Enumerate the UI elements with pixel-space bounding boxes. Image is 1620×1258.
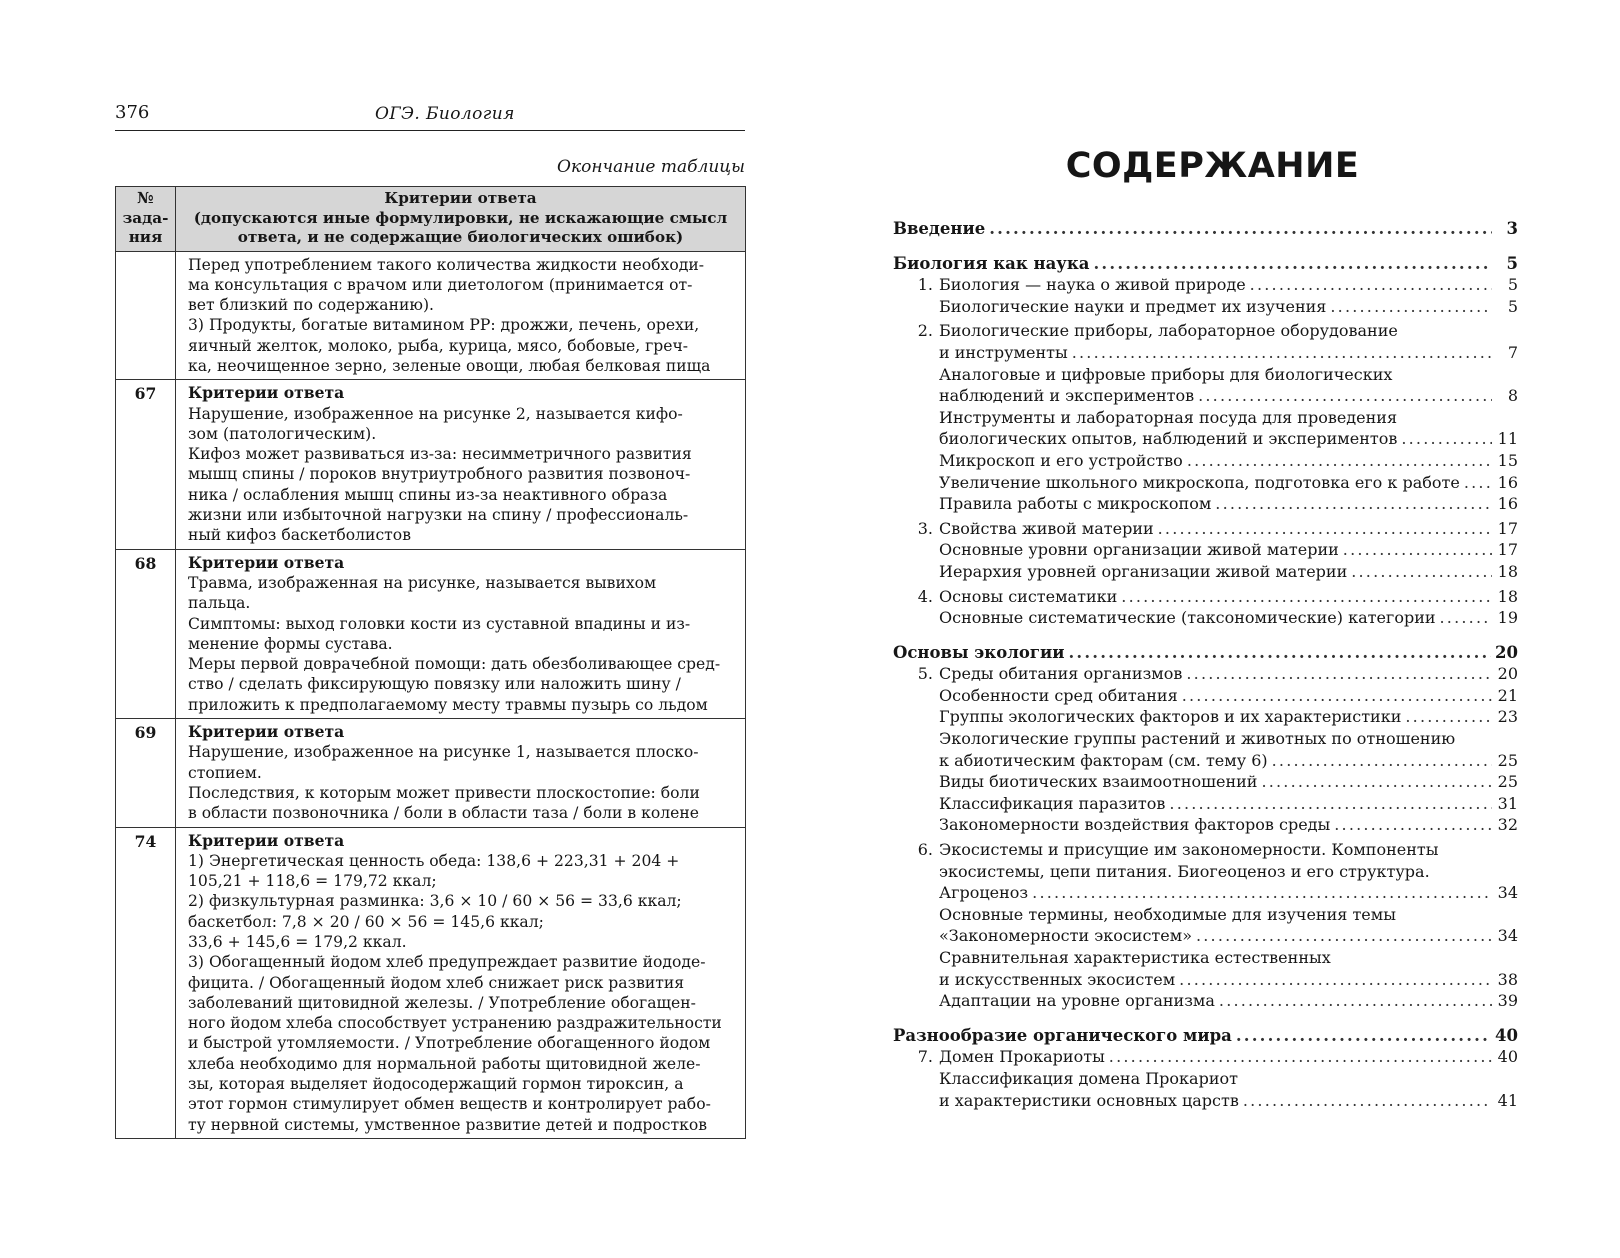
toc-entry-label: к абиотическим факторам (см. тему 6) — [939, 750, 1268, 770]
toc-entry — [893, 1068, 1518, 1090]
toc-page-number: 25 — [1497, 750, 1518, 770]
toc-leader-dots — [1334, 814, 1492, 836]
toc-leader-dots — [1072, 342, 1492, 364]
toc-page-number: 39 — [1497, 991, 1518, 1011]
toc-leader-dots — [1182, 685, 1492, 707]
toc-entry-label: Особенности сред обитания — [939, 685, 1178, 705]
toc-page-number: 38 — [1497, 969, 1518, 989]
toc-page-number: 34 — [1497, 926, 1518, 946]
criteria-line: мышц спины / пороков внутриутробного развития позвоноч- — [188, 465, 691, 484]
task-number — [116, 251, 176, 380]
toc-section-heading — [893, 1025, 1518, 1047]
toc-entry — [893, 450, 1518, 472]
toc-entry-label: Микроскоп и его устройство — [939, 450, 1183, 470]
criteria-title: Критерии ответа — [188, 383, 345, 403]
toc-leader-dots — [1351, 561, 1492, 583]
toc-entry — [893, 706, 1518, 728]
table-row — [116, 251, 746, 380]
table-row — [116, 719, 746, 827]
toc-page-number: 25 — [1497, 772, 1518, 792]
criteria-line: и быстрой утомляемости. / Употребление обогащенного йодом — [188, 1034, 711, 1053]
toc-entry — [893, 814, 1518, 836]
toc-leader-dots — [1187, 450, 1492, 472]
toc-entry — [893, 750, 1518, 772]
toc-page-number: 3 — [1506, 219, 1518, 238]
criteria-cell — [176, 549, 746, 718]
task-number: 68 — [116, 549, 176, 718]
toc-entry-label: и характеристики основных царств — [939, 1090, 1239, 1110]
criteria-line: ство / сделать фиксирующую повязку или наложить шину / — [188, 675, 681, 694]
toc-page-number: 8 — [1507, 386, 1518, 406]
toc-entry-label: Введение — [893, 219, 986, 238]
toc-entry — [893, 969, 1518, 991]
header-line: (допускаются иные формулировки, не искажающие смысл — [193, 208, 728, 227]
toc-entry-number: 7. — [917, 1047, 933, 1067]
toc-entry — [893, 1046, 1518, 1068]
criteria-line: Меры первой доврачебной помощи: дать обезболивающее сред- — [188, 655, 721, 674]
criteria-cell — [176, 251, 746, 380]
toc-entry — [893, 518, 1518, 540]
toc-entry-label: Основы систематики — [939, 586, 1118, 606]
toc-entry — [893, 539, 1518, 561]
toc-entry-label: Инструменты и лабораторная посуда для проведения — [939, 407, 1398, 427]
criteria-cell — [176, 380, 746, 549]
toc-entry — [893, 663, 1518, 685]
toc-entry — [893, 771, 1518, 793]
header-task-number — [116, 187, 176, 252]
criteria-line: 3) Обогащенный йодом хлеб предупреждает развитие йододе- — [188, 953, 706, 972]
toc-section-heading — [893, 218, 1518, 240]
toc-page-number: 18 — [1497, 561, 1518, 581]
toc-entry — [893, 320, 1518, 342]
criteria-line: ма консультация с врачом или диетологом (принимается от- — [188, 275, 693, 294]
toc-entry — [893, 728, 1518, 750]
toc-page-number: 16 — [1497, 472, 1518, 492]
page-number: 376 — [115, 102, 150, 123]
toc-leader-dots — [1169, 793, 1492, 815]
toc-entry — [893, 793, 1518, 815]
criteria-line: баскетбол: 7,8 × 20 / 60 × 56 = 145,6 ккал; — [188, 912, 544, 931]
toc-leader-dots — [1272, 750, 1492, 772]
toc-page-number: 16 — [1497, 494, 1518, 514]
toc-entry-number: 3. — [917, 518, 933, 538]
table-row — [116, 549, 746, 718]
toc-entry — [893, 296, 1518, 318]
header-line: № — [137, 189, 154, 207]
toc-entry — [893, 342, 1518, 364]
criteria-line: заболеваний щитовидной железы. / Употребление обогащен- — [188, 993, 696, 1012]
toc-leader-dots — [1186, 663, 1492, 685]
toc-leader-dots — [1250, 274, 1492, 296]
toc-leader-dots — [1215, 493, 1492, 515]
toc-entry — [893, 1090, 1518, 1112]
criteria-line: 1) Энергетическая ценность обеда: 138,6 + 223,31 + 204 + — [188, 851, 680, 870]
criteria-line: жизни или избыточной нагрузки на спину / профессиональ- — [188, 506, 689, 525]
toc-page-number: 41 — [1497, 1090, 1518, 1110]
toc-entry — [893, 385, 1518, 407]
toc-leader-dots — [1121, 586, 1492, 608]
criteria-line: ту нервной системы, умственное развитие детей и подростков — [188, 1115, 708, 1134]
toc-leader-dots — [1158, 518, 1492, 540]
toc-entry-label: Биология как наука — [893, 253, 1090, 273]
toc-entry-label: Биология — наука о живой природе — [939, 275, 1246, 295]
toc-page-number: 21 — [1497, 685, 1518, 705]
criteria-line: зом (патологическим). — [188, 424, 377, 443]
toc-page-number: 11 — [1497, 429, 1518, 449]
criteria-line: вет близкий по содержанию). — [188, 296, 434, 315]
criteria-line: Последствия, к которым может привести плоскостопие: боли — [188, 783, 700, 802]
toc-entry-label: Экосистемы и присущие им закономерности. Компоненты — [939, 840, 1439, 860]
toc-entry-label: Правила работы с микроскопом — [939, 494, 1212, 514]
toc-entry — [893, 407, 1518, 429]
criteria-line: Кифоз может развиваться из-за: несимметричного развития — [188, 445, 692, 464]
table-header-row — [116, 187, 746, 252]
toc-entry — [893, 428, 1518, 450]
toc-page-number: 5 — [1507, 275, 1518, 295]
toc-section-heading — [893, 253, 1518, 275]
criteria-line: приложить к предполагаемому месту травмы пузырь со льдом — [188, 695, 708, 714]
answers-table-body — [116, 251, 746, 1138]
toc-page-number: 15 — [1497, 450, 1518, 470]
header-line: Критерии ответа — [384, 189, 537, 207]
criteria-line: ника / ослабления мышц спины из-за неактивного образа — [188, 485, 668, 504]
toc-leader-dots — [1219, 990, 1492, 1012]
criteria-title: Критерии ответа — [188, 552, 345, 572]
criteria-line: хлеба необходимо для нормальной работы щитовидной желе- — [188, 1054, 701, 1073]
toc-entry-number: 2. — [917, 321, 933, 341]
toc-entry-label: и инструменты — [939, 342, 1068, 362]
toc-entry-label: Среды обитания организмов — [939, 664, 1183, 684]
toc-page-number: 32 — [1497, 815, 1518, 835]
toc-entry-label: Основные термины, необходимые для изучения темы — [939, 904, 1396, 924]
toc-entry-label: наблюдений и экспериментов — [939, 386, 1195, 406]
toc-leader-dots — [989, 218, 1492, 240]
left-page — [115, 100, 745, 1139]
toc-entry-label: и искусственных экосистем — [939, 969, 1176, 989]
toc-page-number: 23 — [1497, 707, 1518, 727]
toc-entry — [893, 472, 1518, 494]
toc-entry-label: Адаптации на уровне организма — [939, 991, 1215, 1011]
criteria-line: зы, которая выделяет йодосодержащий гормон тироксин, а — [188, 1075, 684, 1094]
toc-leader-dots — [1464, 472, 1492, 494]
toc-entry-label: экосистемы, цепи питания. Биогеоценоз и его структура. — [939, 861, 1430, 881]
task-number: 67 — [116, 380, 176, 549]
toc-entry-number: 1. — [917, 275, 933, 295]
toc-entry-label: Увеличение школьного микроскопа, подготовка его к работе — [939, 472, 1460, 492]
toc-entry — [893, 861, 1518, 883]
table-caption: Окончание таблицы — [557, 157, 745, 177]
criteria-cell — [176, 719, 746, 827]
criteria-line: Перед употреблением такого количества жидкости необходи- — [188, 255, 704, 274]
criteria-line: 2) физкультурная разминка: 3,6 × 10 / 60 × 56 = 33,6 ккал; — [188, 892, 682, 911]
table-of-contents — [893, 218, 1518, 1111]
toc-section-heading — [893, 642, 1518, 664]
toc-page-number: 5 — [1507, 296, 1518, 316]
toc-entry-label: Группы экологических факторов и их характеристики — [939, 707, 1402, 727]
criteria-line: ный кифоз баскетболистов — [188, 526, 411, 545]
toc-page-number: 19 — [1497, 608, 1518, 628]
criteria-line: 105,21 + 118,6 = 179,72 ккал; — [188, 872, 437, 891]
toc-leader-dots — [1401, 428, 1492, 450]
toc-leader-dots — [1243, 1090, 1492, 1112]
toc-page-number: 40 — [1495, 1025, 1518, 1045]
task-number: 74 — [116, 827, 176, 1138]
toc-entry-label: Разнообразие органического мира — [893, 1025, 1232, 1045]
toc-title: СОДЕРЖАНИЕ — [1065, 146, 1360, 186]
toc-entry-label: Биологические науки и предмет их изучения — [939, 296, 1327, 316]
criteria-cell — [176, 827, 746, 1138]
criteria-title: Критерии ответа — [188, 830, 345, 850]
table-row — [116, 380, 746, 549]
criteria-line: фицита. / Обогащенный йодом хлеб снижает риск развития — [188, 973, 685, 992]
toc-page-number: 17 — [1497, 518, 1518, 538]
toc-page-number: 7 — [1507, 342, 1518, 362]
toc-page-number: 17 — [1497, 540, 1518, 560]
toc-leader-dots — [1330, 296, 1492, 318]
toc-leader-dots — [1261, 771, 1492, 793]
toc-page-number: 40 — [1497, 1047, 1518, 1067]
criteria-line: этот гормон стимулирует обмен веществ и контролирует рабо- — [188, 1095, 711, 1114]
running-title: ОГЭ. Биология — [375, 104, 515, 124]
toc-entry — [893, 274, 1518, 296]
toc-entry — [893, 364, 1518, 386]
toc-entry-label: Аналоговые и цифровые приборы для биологических — [939, 364, 1393, 384]
toc-entry-number: 6. — [917, 840, 933, 860]
toc-page-number: 20 — [1495, 642, 1518, 662]
criteria-line: Травма, изображенная на рисунке, называется вывихом — [188, 573, 657, 592]
toc-entry-label: Основные уровни организации живой материи — [939, 540, 1339, 560]
toc-entry-label: Классификация паразитов — [939, 793, 1166, 813]
toc-leader-dots — [1236, 1025, 1491, 1047]
toc-leader-dots — [1405, 706, 1492, 728]
criteria-line: ка, неочищенное зерно, зеленые овощи, любая белковая пища — [188, 356, 711, 375]
toc-entry — [893, 904, 1518, 926]
toc-leader-dots — [1093, 253, 1492, 275]
running-head — [115, 100, 745, 131]
toc-leader-dots — [1440, 607, 1492, 629]
toc-page-number: 5 — [1506, 253, 1518, 273]
criteria-line: яичный желток, молоко, рыба, курица, мясо, бобовые, греч- — [188, 336, 689, 355]
toc-leader-dots — [1179, 969, 1492, 991]
toc-entry — [893, 882, 1518, 904]
toc-entry-label: Основные систематические (таксономические) категории — [939, 608, 1436, 628]
toc-entry-number: 4. — [917, 586, 933, 606]
toc-entry-label: «Закономерности экосистем» — [939, 926, 1192, 946]
criteria-line: в области позвоночника / боли в области таза / боли в колене — [188, 804, 699, 823]
header-criteria — [176, 187, 746, 252]
criteria-line: Нарушение, изображенное на рисунке 2, называется кифо- — [188, 404, 683, 423]
toc-entry — [893, 607, 1518, 629]
criteria-line: менение формы сустава. — [188, 634, 393, 653]
toc-entry-label: Домен Прокариоты — [939, 1047, 1105, 1067]
toc-leader-dots — [1198, 385, 1492, 407]
toc-page-number: 31 — [1497, 793, 1518, 813]
right-page — [893, 146, 1518, 1111]
toc-entry-number: 5. — [917, 664, 933, 684]
toc-entry — [893, 493, 1518, 515]
toc-entry — [893, 685, 1518, 707]
criteria-line: 3) Продукты, богатые витамином РР: дрожжи, печень, орехи, — [188, 316, 700, 335]
toc-entry — [893, 925, 1518, 947]
toc-entry-label: Виды биотических взаимоотношений — [939, 772, 1258, 792]
toc-leader-dots — [1196, 925, 1492, 947]
toc-leader-dots — [1032, 882, 1492, 904]
toc-entry-label: Сравнительная характеристика естественных — [939, 948, 1331, 967]
toc-entry — [893, 561, 1518, 583]
toc-leader-dots — [1109, 1046, 1492, 1068]
toc-entry-label: Свойства живой материи — [939, 518, 1154, 538]
header-line: зада- — [122, 208, 169, 227]
toc-entry-label: Биологические приборы, лабораторное оборудование — [939, 321, 1398, 341]
toc-entry-label: Экологические группы растений и животных по отношению — [939, 729, 1456, 749]
criteria-line: 33,6 + 145,6 = 179,2 ккал. — [188, 933, 407, 951]
criteria-line: Нарушение, изображенное на рисунке 1, называется плоско- — [188, 743, 699, 762]
header-line: ответа, и не содержащие биологических ошибок) — [237, 228, 684, 246]
toc-leader-dots — [1068, 642, 1491, 664]
answers-table — [115, 186, 746, 1139]
toc-entry-label: Агроценоз — [939, 883, 1029, 903]
toc-entry — [893, 839, 1518, 861]
toc-page-number: 20 — [1497, 664, 1518, 684]
toc-page-number: 34 — [1497, 883, 1518, 903]
criteria-line: пальца. — [188, 594, 251, 613]
header-line: ния — [128, 228, 163, 246]
criteria-title: Критерии ответа — [188, 722, 345, 742]
toc-entry-label: Иерархия уровней организации живой материи — [939, 561, 1348, 581]
toc-entry-label: Классификация домена Прокариот — [939, 1068, 1238, 1088]
toc-entry — [893, 586, 1518, 608]
toc-entry-label: Основы экологии — [893, 642, 1065, 662]
toc-entry — [893, 947, 1518, 969]
toc-entry — [893, 990, 1518, 1012]
toc-entry-label: биологических опытов, наблюдений и экспериментов — [939, 429, 1398, 449]
toc-entry-label: Закономерности воздействия факторов среды — [939, 815, 1331, 835]
task-number: 69 — [116, 719, 176, 827]
criteria-line: ного йодом хлеба способствует устранению раздражительности — [188, 1014, 722, 1033]
toc-leader-dots — [1343, 539, 1492, 561]
criteria-line: стопием. — [188, 763, 262, 782]
toc-page-number: 18 — [1497, 586, 1518, 606]
criteria-line: Симптомы: выход головки кости из суставной впадины и из- — [188, 614, 691, 633]
table-row — [116, 827, 746, 1138]
